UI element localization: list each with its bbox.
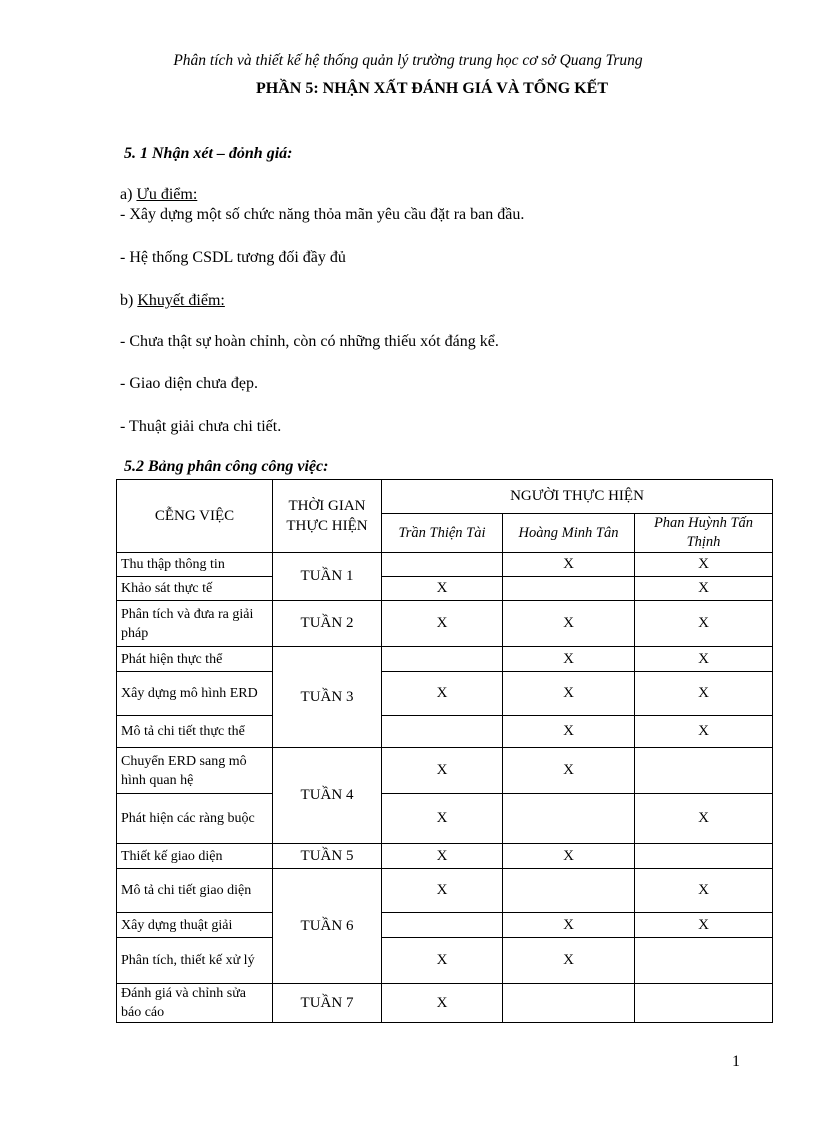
task-cell: Mô tả chi tiết thực thể (117, 716, 273, 748)
assignment-mark: X (635, 869, 773, 913)
table-row (117, 577, 773, 601)
empty-cell (503, 577, 635, 601)
page-number: 1 (732, 1053, 740, 1070)
table-row (117, 647, 773, 672)
assignment-mark: X (635, 601, 773, 647)
week-cell: TUẦN 7 (273, 984, 382, 1023)
column-header-time: THỜI GIAN THỰC HIỆN (273, 480, 382, 553)
assignment-mark: X (503, 844, 635, 869)
person-header: Phan Huỳnh Tấn Thịnh (635, 514, 773, 553)
task-cell: Thu thập thông tin (117, 553, 273, 577)
assignment-mark: X (503, 913, 635, 938)
assignment-mark: X (635, 553, 773, 577)
table-row (117, 716, 773, 748)
assignment-mark: X (382, 794, 503, 844)
table-row (117, 553, 773, 577)
assignment-mark: X (503, 748, 635, 794)
empty-cell (503, 869, 635, 913)
assignment-mark: X (635, 794, 773, 844)
assignment-mark: X (382, 844, 503, 869)
assignment-mark: X (635, 577, 773, 601)
assignment-mark: X (635, 913, 773, 938)
table-row (117, 748, 773, 794)
assignment-mark: X (503, 672, 635, 716)
task-cell: Thiết kế giao diện (117, 844, 273, 869)
assignment-table (116, 479, 773, 1023)
empty-cell (382, 913, 503, 938)
empty-cell (635, 938, 773, 984)
empty-cell (635, 984, 773, 1023)
empty-cell (503, 794, 635, 844)
table-row (117, 869, 773, 913)
assignment-mark: X (382, 869, 503, 913)
page-header: Phân tích và thiết kế hệ thống quản lý trường trung học cơ sở Quang Trung (173, 52, 643, 69)
week-cell: TUẦN 4 (273, 748, 382, 844)
person-header: Trần Thiện Tài (382, 514, 503, 553)
table-row (117, 601, 773, 647)
disadvantages-heading: b) Khuyết điểm: (120, 292, 225, 309)
empty-cell (503, 984, 635, 1023)
disadvantage-item: - Chưa thật sự hoàn chỉnh, còn có những thiếu xót đáng kể. (120, 333, 499, 350)
assignment-mark: X (382, 601, 503, 647)
empty-cell (382, 553, 503, 577)
week-cell: TUẦN 1 (273, 553, 382, 601)
task-cell: Phân tích, thiết kế xử lý (117, 938, 273, 984)
table-row (117, 844, 773, 869)
column-header-task: CỄNG VIỆC (117, 480, 273, 553)
advantages-label: Ưu điểm: (136, 186, 198, 203)
advantage-item: - Xây dựng một số chức năng thỏa mãn yêu cầu đặt ra ban đầu. (120, 206, 525, 223)
assignment-mark: X (382, 577, 503, 601)
part-title: PHẦN 5: NHẬN XẤT ĐÁNH GIÁ VÀ TỔNG KẾT (255, 80, 609, 97)
assignment-mark: X (503, 601, 635, 647)
empty-cell (635, 748, 773, 794)
section-1-title: 5. 1 Nhận xét – đỏnh giá: (124, 145, 293, 162)
assignment-mark: X (635, 672, 773, 716)
section-2-title: 5.2 Bảng phân công công việc: (124, 458, 329, 475)
person-header: Hoàng Minh Tân (503, 514, 635, 553)
empty-cell (382, 647, 503, 672)
assignment-mark: X (503, 647, 635, 672)
assignment-mark: X (382, 672, 503, 716)
task-cell: Chuyển ERD sang mô hình quan hệ (117, 748, 273, 794)
week-cell: TUẦN 5 (273, 844, 382, 869)
week-cell: TUẦN 2 (273, 601, 382, 647)
task-cell: Xây dựng mô hình ERD (117, 672, 273, 716)
task-cell: Phát hiện các ràng buộc (117, 794, 273, 844)
task-cell: Đánh giá và chỉnh sửa báo cáo (117, 984, 273, 1023)
column-header-people: NGƯỜI THỰC HIỆN (382, 480, 773, 514)
task-cell: Khảo sát thực tế (117, 577, 273, 601)
task-cell: Xây dựng thuật giải (117, 913, 273, 938)
empty-cell (382, 716, 503, 748)
task-cell: Mô tả chi tiết giao diện (117, 869, 273, 913)
assignment-mark: X (382, 938, 503, 984)
empty-cell (635, 844, 773, 869)
table-row (117, 938, 773, 984)
table-row (117, 984, 773, 1023)
assignment-mark: X (503, 938, 635, 984)
assignment-mark: X (382, 984, 503, 1023)
assignment-mark: X (503, 553, 635, 577)
disadvantage-item: - Giao diện chưa đẹp. (120, 375, 258, 392)
disadvantage-item: - Thuật giải chưa chi tiết. (120, 418, 282, 435)
table-row (117, 794, 773, 844)
week-cell: TUẦN 3 (273, 647, 382, 748)
advantages-heading: a) Ưu điểm: (120, 186, 198, 203)
disadvantages-label: Khuyết điểm: (137, 292, 225, 309)
assignment-mark: X (503, 716, 635, 748)
table-row (117, 913, 773, 938)
task-cell: Phân tích và đưa ra giải pháp (117, 601, 273, 647)
table-row (117, 672, 773, 716)
advantage-item: - Hệ thống CSDL tương đối đầy đủ (120, 249, 346, 266)
week-cell: TUẦN 6 (273, 869, 382, 984)
assignment-mark: X (635, 716, 773, 748)
task-cell: Phát hiện thực thể (117, 647, 273, 672)
assignment-mark: X (382, 748, 503, 794)
assignment-mark: X (635, 647, 773, 672)
